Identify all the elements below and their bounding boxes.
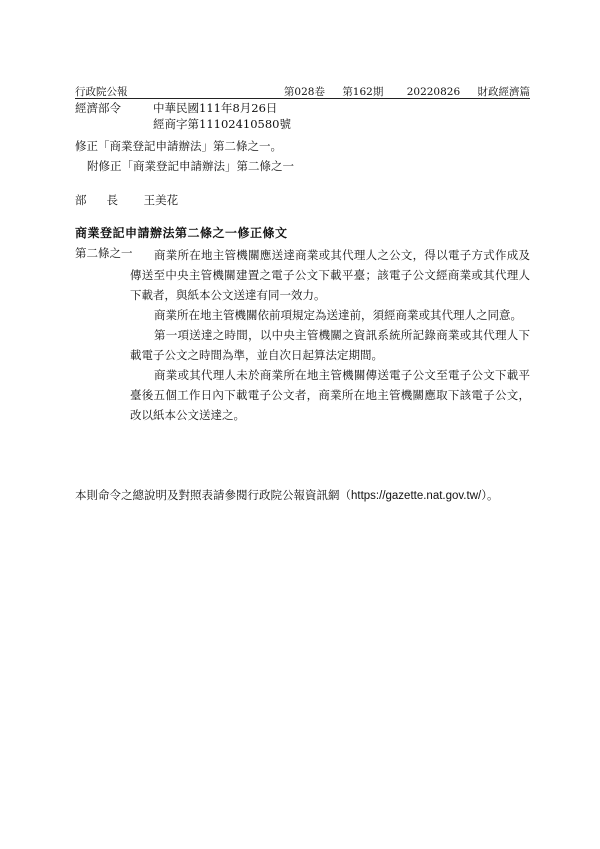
issue-info bbox=[270, 84, 530, 99]
amendment-title: 商業登記申請辦法第二條之一修正條文 bbox=[75, 226, 288, 240]
order-subject: 修正「商業登記申請辦法」第二條之一。 bbox=[75, 139, 282, 153]
article-label: 第二條之一 bbox=[75, 246, 133, 260]
article-paragraph: 第一項送達之時間，以中央主管機關之資訊系統所記錄商業或其代理人下載電子公文之時間為準，並自次日起算法定期間。 bbox=[130, 328, 530, 362]
article-paragraph: 商業或其代理人未於商業所在地主管機關傳送電子公文至電子公文下載平臺後五個工作日內下載電子公文者，商業所在地主管機關應取下該電子公文，改以紙本公文送達之。 bbox=[130, 368, 530, 422]
running-header bbox=[75, 84, 530, 98]
footnote bbox=[75, 487, 498, 503]
section-name: 財政經濟篇 bbox=[477, 86, 530, 98]
footnote-text: 本則命令之總說明及對照表請參閱行政院公報資訊網（ bbox=[75, 488, 351, 502]
gazette-link[interactable]: https://gazette.nat.gov.tw/ bbox=[351, 490, 482, 502]
signatory-name: 王美花 bbox=[143, 193, 179, 207]
publication-name: 行政院公報 bbox=[75, 86, 128, 98]
issue-number: 第162期 bbox=[342, 86, 384, 98]
order-number: 經商字第11102410580號 bbox=[153, 117, 291, 131]
signatory-role: 部長 bbox=[75, 193, 138, 207]
signature-block bbox=[75, 192, 178, 208]
header-divider bbox=[75, 98, 530, 99]
volume-number: 第028卷 bbox=[283, 86, 325, 98]
order-attachment: 附修正「商業登記申請辦法」第二條之一 bbox=[87, 159, 294, 173]
article-paragraph: 商業所在地主管機關依前項規定為送達前，須經商業或其代理人之同意。 bbox=[154, 308, 522, 322]
issue-date: 20220826 bbox=[406, 86, 461, 98]
order-issuer: 經濟部令 bbox=[75, 101, 121, 115]
article-paragraph: 商業所在地主管機關應送達商業或其代理人之公文，得以電子方式作成及傳送至中央主管機關建置之電子公文下載平臺；該電子公文經商業或其代理人下載者，與紙本公文送達有同一效力。 bbox=[130, 248, 530, 302]
order-date: 中華民國111年8月26日 bbox=[153, 101, 278, 115]
footnote-text-end: ）。 bbox=[481, 488, 499, 502]
